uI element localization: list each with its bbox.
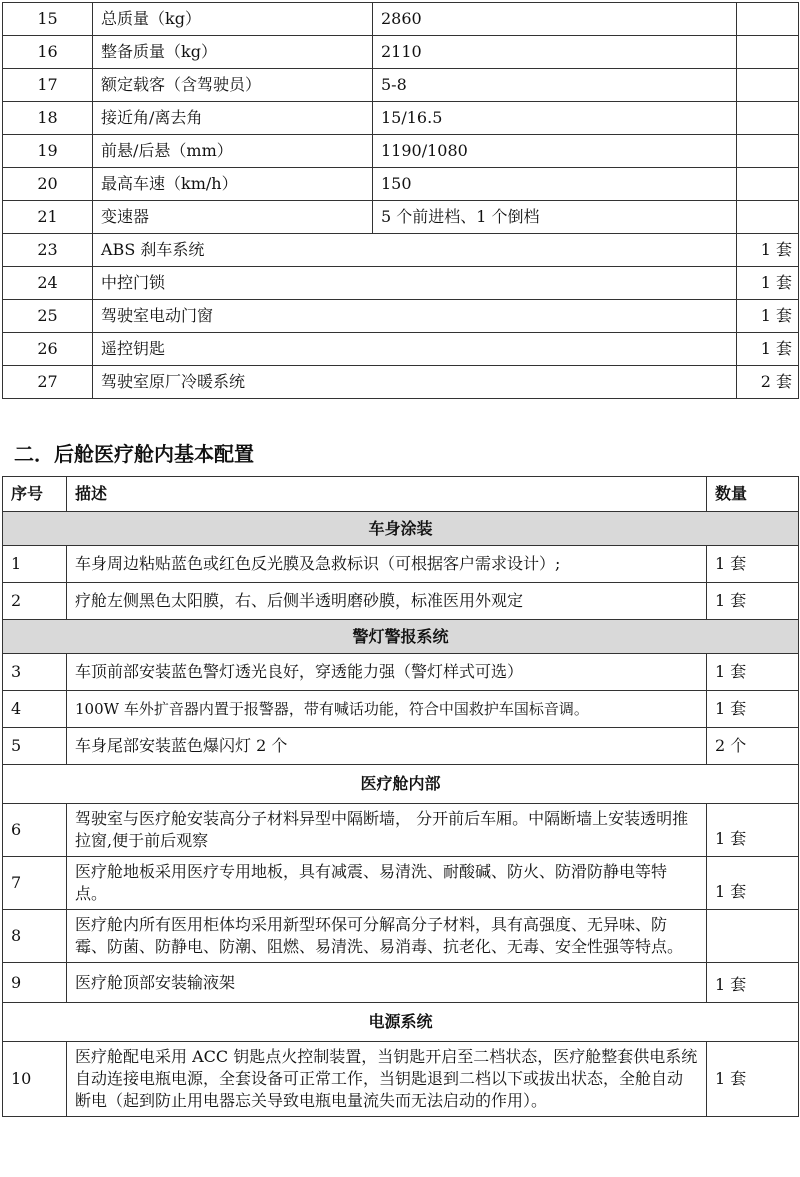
table-row bbox=[3, 201, 799, 234]
row-quantity: 2 个 bbox=[707, 728, 799, 765]
row-quantity: 1 套 bbox=[707, 804, 799, 857]
category-row bbox=[3, 1003, 799, 1042]
category-label: 电源系统 bbox=[3, 1003, 799, 1042]
item-label: 变速器 bbox=[93, 201, 373, 234]
category-label: 警灯警报系统 bbox=[3, 620, 799, 654]
item-label: 额定载客（含驾驶员） bbox=[93, 69, 373, 102]
table-row bbox=[3, 168, 799, 201]
row-number: 6 bbox=[3, 804, 67, 857]
category-row bbox=[3, 765, 799, 804]
row-quantity bbox=[707, 910, 799, 963]
feature-label: 驾驶室电动门窗 bbox=[93, 300, 737, 333]
spec-table bbox=[2, 2, 799, 399]
feature-label: 遥控钥匙 bbox=[93, 333, 737, 366]
row-description: 驾驶室与医疗舱安装高分子材料异型中隔断墙， 分开前后车厢。中隔断墙上安装透明推拉窗,便于前后观察 bbox=[67, 804, 707, 857]
row-number: 5 bbox=[3, 728, 67, 765]
row-number: 16 bbox=[3, 36, 93, 69]
header-description: 描述 bbox=[67, 477, 707, 512]
row-description: 100W 车外扩音器内置于报警器，带有喊话功能，符合中国救护车国标音调。 bbox=[67, 691, 707, 728]
feature-label: 中控门锁 bbox=[93, 267, 737, 300]
category-row bbox=[3, 620, 799, 654]
item-value: 5-8 bbox=[373, 69, 737, 102]
row-description: 医疗舱顶部安装输液架 bbox=[67, 963, 707, 1003]
item-qty bbox=[737, 69, 799, 102]
row-number: 21 bbox=[3, 201, 93, 234]
row-number: 10 bbox=[3, 1042, 67, 1117]
header-quantity: 数量 bbox=[707, 477, 799, 512]
config-table bbox=[2, 476, 799, 1117]
table-row bbox=[3, 691, 799, 728]
item-value: 1190/1080 bbox=[373, 135, 737, 168]
item-qty bbox=[737, 102, 799, 135]
table-row bbox=[3, 804, 799, 857]
item-value: 2860 bbox=[373, 3, 737, 36]
row-quantity: 1 套 bbox=[707, 583, 799, 620]
item-qty bbox=[737, 3, 799, 36]
row-number: 23 bbox=[3, 234, 93, 267]
row-description: 车顶前部安装蓝色警灯透光良好，穿透能力强（警灯样式可选） bbox=[67, 654, 707, 691]
feature-qty: 1 套 bbox=[737, 333, 799, 366]
category-label: 车身涂装 bbox=[3, 512, 799, 546]
table-row bbox=[3, 234, 799, 267]
item-value: 150 bbox=[373, 168, 737, 201]
row-number: 17 bbox=[3, 69, 93, 102]
table-row bbox=[3, 333, 799, 366]
item-label: 前悬/后悬（mm） bbox=[93, 135, 373, 168]
table-row bbox=[3, 300, 799, 333]
item-value: 15/16.5 bbox=[373, 102, 737, 135]
row-quantity: 1 套 bbox=[707, 691, 799, 728]
table-row bbox=[3, 583, 799, 620]
row-quantity: 1 套 bbox=[707, 1042, 799, 1117]
header-row bbox=[3, 477, 799, 512]
feature-qty: 2 套 bbox=[737, 366, 799, 399]
item-label: 总质量（kg） bbox=[93, 3, 373, 36]
row-number: 24 bbox=[3, 267, 93, 300]
item-label: 整备质量（kg） bbox=[93, 36, 373, 69]
feature-qty: 1 套 bbox=[737, 234, 799, 267]
table-row bbox=[3, 910, 799, 963]
row-number: 15 bbox=[3, 3, 93, 36]
item-qty bbox=[737, 168, 799, 201]
table-row bbox=[3, 654, 799, 691]
row-description: 医疗舱内所有医用柜体均采用新型环保可分解高分子材料，具有高强度、无异味、防霉、防菌、防静电、防潮、阻燃、易清洗、易消毒、抗老化、无毒、安全性强等特点。 bbox=[67, 910, 707, 963]
table-row bbox=[3, 36, 799, 69]
item-qty bbox=[737, 135, 799, 168]
row-number: 3 bbox=[3, 654, 67, 691]
item-qty bbox=[737, 201, 799, 234]
table-row bbox=[3, 3, 799, 36]
item-value: 2110 bbox=[373, 36, 737, 69]
category-row bbox=[3, 512, 799, 546]
row-number: 1 bbox=[3, 546, 67, 583]
table-row bbox=[3, 857, 799, 910]
row-description: 医疗舱地板采用医疗专用地板，具有减震、易清洗、耐酸碱、防火、防滑防静电等特点。 bbox=[67, 857, 707, 910]
category-label: 医疗舱内部 bbox=[3, 765, 799, 804]
section-title: 二．后舱医疗舱内基本配置 bbox=[14, 442, 254, 466]
row-number: 25 bbox=[3, 300, 93, 333]
row-quantity: 1 套 bbox=[707, 857, 799, 910]
row-number: 26 bbox=[3, 333, 93, 366]
row-number: 27 bbox=[3, 366, 93, 399]
row-description: 车身周边粘贴蓝色或红色反光膜及急救标识（可根据客户需求设计）; bbox=[67, 546, 707, 583]
row-number: 20 bbox=[3, 168, 93, 201]
item-value: 5 个前进档、1 个倒档 bbox=[373, 201, 737, 234]
item-qty bbox=[737, 36, 799, 69]
header-number: 序号 bbox=[3, 477, 67, 512]
table-row bbox=[3, 135, 799, 168]
table-row bbox=[3, 366, 799, 399]
row-number: 7 bbox=[3, 857, 67, 910]
feature-qty: 1 套 bbox=[737, 300, 799, 333]
row-quantity: 1 套 bbox=[707, 654, 799, 691]
feature-label: ABS 刹车系统 bbox=[93, 234, 737, 267]
table-row bbox=[3, 546, 799, 583]
row-description: 疗舱左侧黑色太阳膜，右、后侧半透明磨砂膜，标准医用外观定 bbox=[67, 583, 707, 620]
table-row bbox=[3, 102, 799, 135]
row-number: 18 bbox=[3, 102, 93, 135]
row-description: 医疗舱配电采用 ACC 钥匙点火控制装置，当钥匙开启至二档状态，医疗舱整套供电系统自动连接电瓶电源，全套设备可正常工作，当钥匙退到二档以下或拔出状态，全舱自动断电（起到防止用电器忘关导致电瓶电量流失而无法启动的作用）。 bbox=[67, 1042, 707, 1117]
row-quantity: 1 套 bbox=[707, 546, 799, 583]
table-row bbox=[3, 267, 799, 300]
item-label: 最高车速（km/h） bbox=[93, 168, 373, 201]
row-number: 2 bbox=[3, 583, 67, 620]
row-number: 19 bbox=[3, 135, 93, 168]
table-row bbox=[3, 69, 799, 102]
table-row bbox=[3, 728, 799, 765]
row-number: 9 bbox=[3, 963, 67, 1003]
table-row bbox=[3, 1042, 799, 1117]
row-number: 8 bbox=[3, 910, 67, 963]
item-label: 接近角/离去角 bbox=[93, 102, 373, 135]
feature-label: 驾驶室原厂冷暖系统 bbox=[93, 366, 737, 399]
row-number: 4 bbox=[3, 691, 67, 728]
table-row bbox=[3, 963, 799, 1003]
feature-qty: 1 套 bbox=[737, 267, 799, 300]
row-quantity: 1 套 bbox=[707, 963, 799, 1003]
row-description: 车身尾部安装蓝色爆闪灯 2 个 bbox=[67, 728, 707, 765]
